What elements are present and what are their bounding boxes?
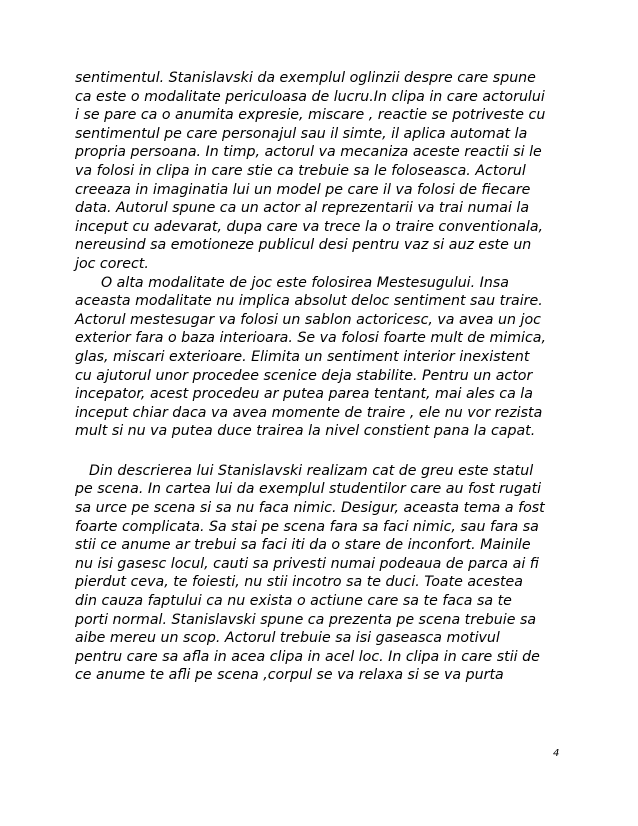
text-line: ce anume te afli pe scena ,corpul se va relaxa si se va purta xyxy=(75,667,504,684)
text-line: nereusind sa emotioneze publicul desi pentru vaz si auz este un xyxy=(75,237,532,254)
text-line: sa urce pe scena si sa nu faca nimic. Desigur, aceasta tema a fost xyxy=(75,500,545,517)
text-line: data. Autorul spune ca un actor al reprezentarii va trai numai la xyxy=(75,200,530,217)
body-text xyxy=(75,69,575,685)
text-line: inceput cu adevarat, dupa care va trece la o traire conventionala, xyxy=(75,218,544,235)
text-line: ca este o modalitate periculoasa de lucru.In clipa in care actorului xyxy=(75,88,545,105)
text-line: exterior fara o baza interioara. Se va folosi foarte mult de mimica, xyxy=(75,330,546,347)
text-line: joc corect. xyxy=(75,255,149,272)
text-line: va folosi in clipa in care stie ca trebuie sa le foloseasca. Actorul xyxy=(75,162,526,179)
text-line: propria persoana. In timp, actorul va mecaniza aceste reactii si le xyxy=(75,144,542,161)
text-line: incepator, acest procedeu ar putea parea tentant, mai ales ca la xyxy=(75,386,533,403)
text-line: nu isi gasesc locul, cauti sa privesti numai podeaua de parca ai fi xyxy=(75,555,539,572)
text-line: glas, miscari exterioare. Elimita un sentiment interior inexistent xyxy=(75,348,530,365)
text-line: aibe mereu un scop. Actorul trebuie sa isi gaseasca motivul xyxy=(75,630,500,647)
text-line: creeaza in imaginatia lui un model pe care il va folosi de fiecare xyxy=(75,181,531,198)
paragraph-3 xyxy=(75,462,575,685)
text-line: O alta modalitate de joc este folosirea Mestesugului. Insa xyxy=(101,274,509,291)
text-line: din cauza faptului ca nu exista o actiune care sa te faca sa te xyxy=(75,593,512,610)
paragraph-1 xyxy=(75,69,575,274)
text-line: inceput chiar daca va avea momente de traire , ele nu vor rezista xyxy=(75,404,543,421)
text-line: Actorul mestesugar va folosi un sablon actoricesc, va avea un joc xyxy=(75,311,541,328)
page-number: 4 xyxy=(553,748,560,759)
text-line: pe scena. In cartea lui da exemplul studentilor care au fost rugati xyxy=(75,481,542,498)
text-line: cu ajutorul unor procedee scenice deja stabilite. Pentru un actor xyxy=(75,367,533,384)
text-line: pierdut ceva, te foiesti, nu stii incotro sa te duci. Toate acestea xyxy=(75,574,523,591)
text-line: foarte complicata. Sa stai pe scena fara sa faci nimic, sau fara sa xyxy=(75,518,539,535)
text-line: stii ce anume ar trebui sa faci iti da o stare de inconfort. Mainile xyxy=(75,537,531,554)
paragraph-2 xyxy=(75,274,575,441)
text-line: i se pare ca o anumita expresie, miscare , reactie se potriveste cu xyxy=(75,107,546,124)
text-line: sentimentul pe care personajul sau il simte, il aplica automat la xyxy=(75,125,528,142)
text-line: sentimentul. Stanislavski da exemplul oglinzii despre care spune xyxy=(75,70,536,86)
text-line: mult si nu va putea duce trairea la nivel constient pana la capat. xyxy=(75,423,536,440)
paragraph-spacer xyxy=(75,441,575,462)
text-line: porti normal. Stanislavski spune ca prezenta pe scena trebuie sa xyxy=(75,611,537,628)
text-line: aceasta modalitate nu implica absolut deloc sentiment sau traire. xyxy=(75,293,543,310)
text-line: Din descrierea lui Stanislavski realizam cat de greu este statul xyxy=(89,462,534,479)
text-line: pentru care sa afla in acea clipa in acel loc. In clipa in care stii de xyxy=(75,648,540,665)
